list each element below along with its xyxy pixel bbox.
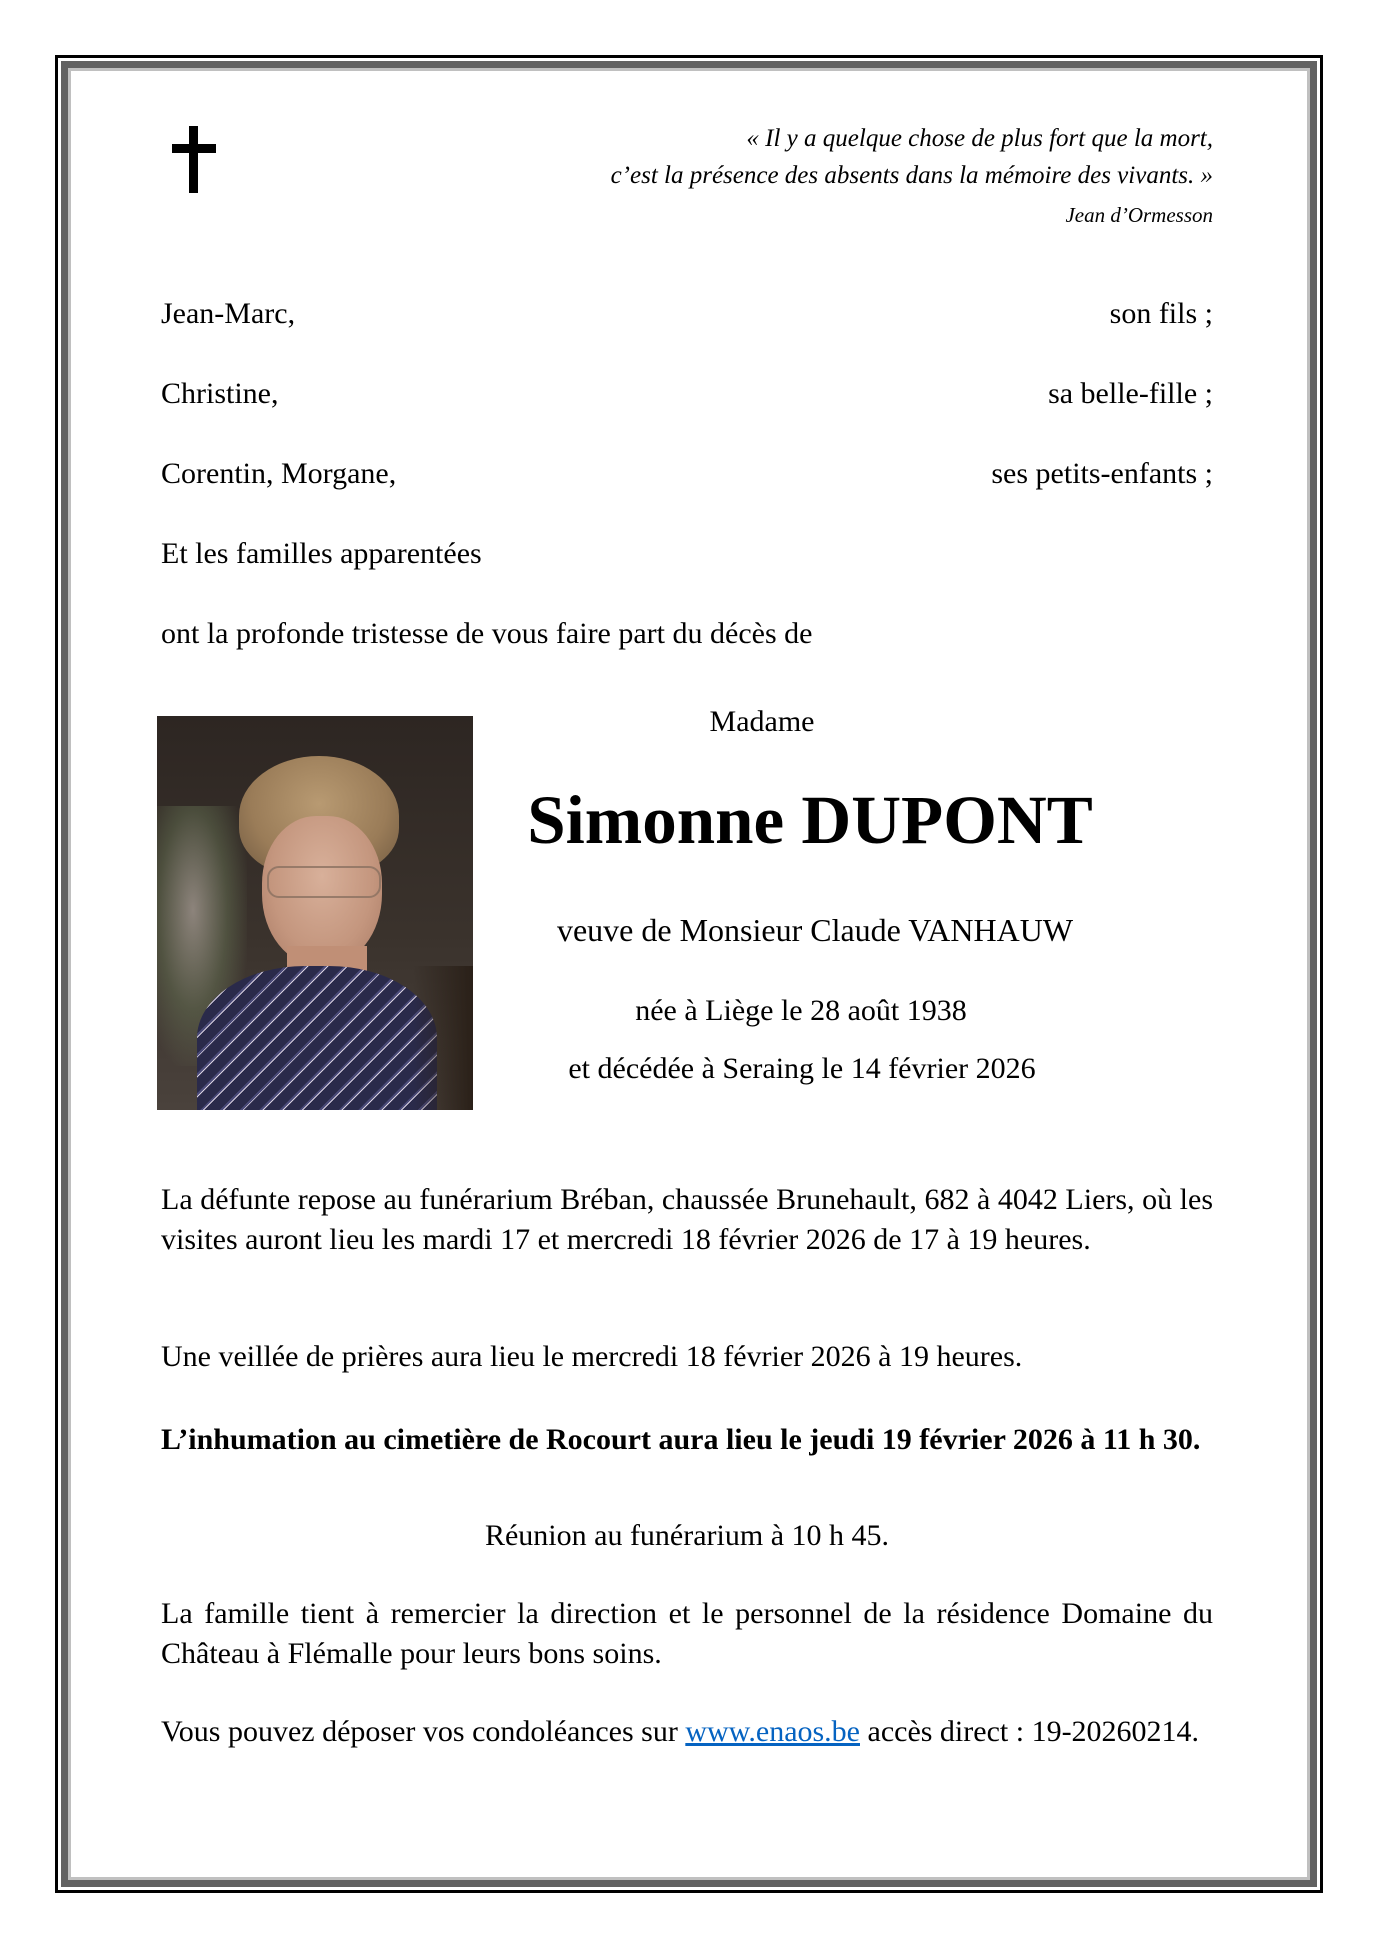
deceased-photo — [157, 716, 473, 1110]
cross-icon — [172, 126, 216, 193]
condolences-suffix: accès direct : 19-20260214. — [867, 1715, 1200, 1748]
thanks-paragraph: La famille tient à remercier la direction et le personnel de la résidence Domaine du Château à Flémalle pour leurs bons soins. — [161, 1597, 1213, 1670]
visitation-paragraph: La défunte repose au funérarium Bréban, chaussée Brunehault, 682 à 4042 Liers, où les visites auront lieu les mardi 17 et mercredi 18 février 2026 de 17 à 19 heures. — [161, 1183, 1213, 1256]
family-relation-1: son fils ; — [1109, 297, 1213, 330]
condolences-link[interactable]: www.enaos.be — [685, 1715, 860, 1748]
death-line: et décédée à Seraing le 14 février 2026 — [568, 1052, 1036, 1085]
announcement-line: ont la profonde tristesse de vous faire part du décès de — [161, 617, 813, 650]
deceased-name: Simonne DUPONT — [527, 782, 1093, 858]
quote-line-1: « Il y a quelque chose de plus fort que la mort, — [746, 125, 1213, 152]
birth-line: née à Liège le 28 août 1938 — [635, 994, 967, 1027]
family-name-2: Christine, — [161, 377, 279, 410]
condolences-paragraph — [161, 1712, 1213, 1752]
burial-paragraph: L’inhumation au cimetière de Rocourt aura lieu le jeudi 19 février 2026 à 11 h 30. — [161, 1423, 1201, 1456]
family-name-3: Corentin, Morgane, — [161, 457, 397, 490]
deceased-title: Madame — [709, 705, 815, 738]
quote-line-2: c’est la présence des absents dans la mémoire des vivants. » — [610, 162, 1213, 189]
family-relation-2: sa belle-fille ; — [1048, 377, 1213, 410]
condolences-prefix: Vous pouvez déposer vos condoléances sur — [161, 1715, 678, 1748]
meeting-line: Réunion au funérarium à 10 h 45. — [484, 1519, 890, 1552]
vigil-paragraph: Une veillée de prières aura lieu le mercredi 18 février 2026 à 19 heures. — [161, 1340, 1023, 1373]
widow-of-line: veuve de Monsieur Claude VANHAUW — [556, 912, 1074, 948]
family-name-1: Jean-Marc, — [161, 297, 296, 330]
families-line: Et les familles apparentées — [161, 537, 482, 570]
quote-author: Jean d’Ormesson — [1065, 203, 1213, 227]
family-relation-3: ses petits-enfants ; — [991, 457, 1213, 490]
